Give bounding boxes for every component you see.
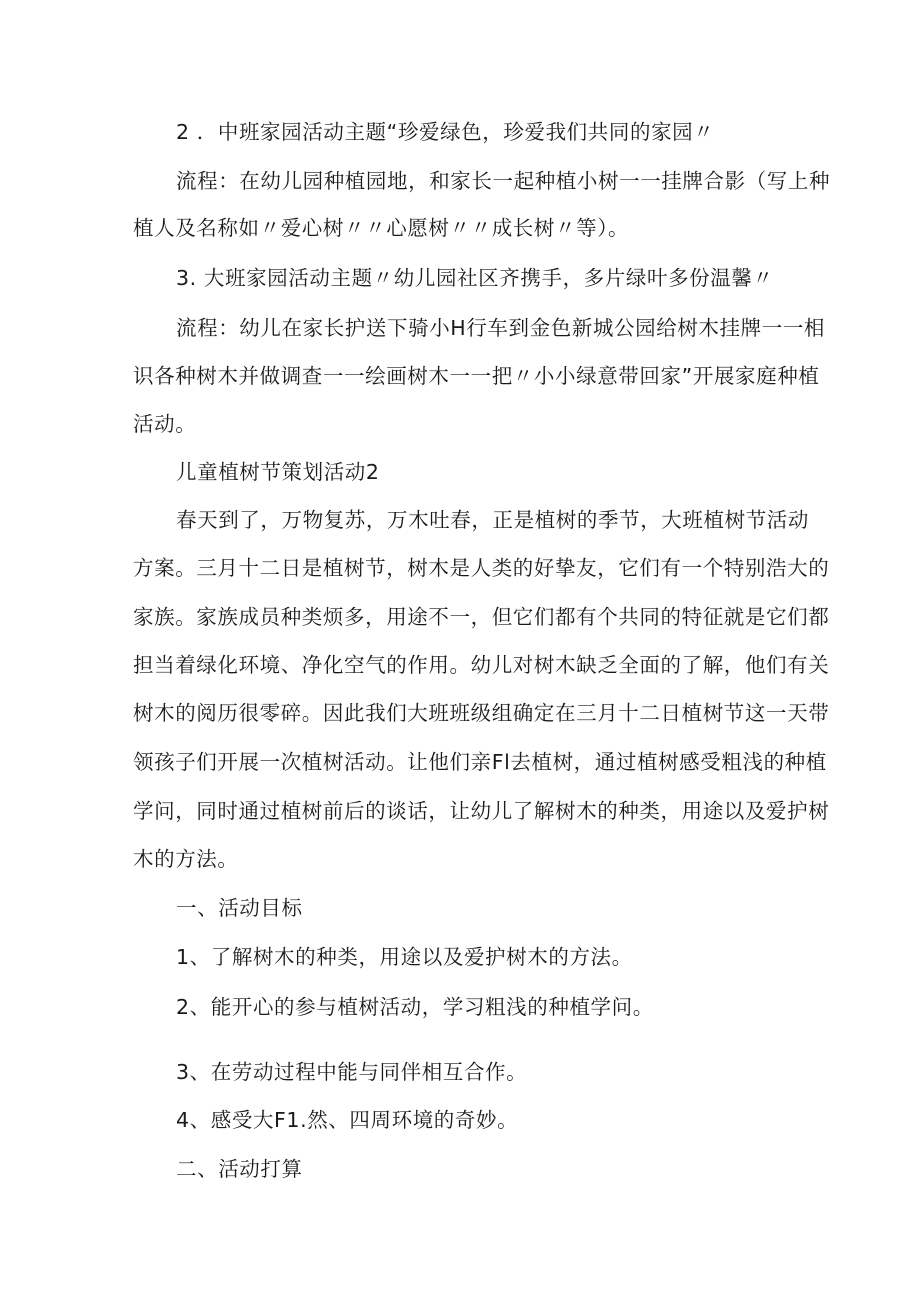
paragraph-line: 流程：幼儿在家长护送下骑小H行车到金色新城公园给树木挂牌一一相 [176, 316, 826, 340]
paragraph-line: 家族。家族成员种类烦多，用途不一，但它们都有个共同的特征就是它们都 [133, 605, 830, 629]
section-heading-plan: 二、活动打算 [176, 1157, 303, 1181]
paragraph-line: 活动。 [133, 412, 197, 436]
paragraph-line: 春天到了，万物复苏，万木吐春，正是植树的季节，大班植树节活动 [176, 508, 809, 532]
goal-item: 1、了解树木的种类，用途以及爱护树木的方法。 [176, 945, 633, 969]
paragraph-line: 学问，同时通过植树前后的谈话，让幼儿了解树木的种类，用途以及爱护树 [133, 799, 830, 823]
section-title: 儿童植树节策划活动2 [176, 460, 380, 484]
paragraph-line: 识各种树木并做调查一一绘画树木一一把〃小小绿意带回家”开展家庭种植 [133, 364, 820, 388]
section-heading-middle-class: 2 ．中班家园活动主题“珍爱绿色，珍爱我们共同的家园〃 [176, 120, 715, 144]
goal-item: 2、能开心的参与植树活动，学习粗浅的种植学问。 [176, 995, 654, 1019]
paragraph-line: 树木的阅历很零碎。因此我们大班班级组确定在三月十二日植树节这一天带 [133, 701, 830, 725]
goal-item: 4、感受大F1.然、四周环境的奇妙。 [176, 1108, 519, 1132]
section-heading-goals: 一、活动目标 [176, 896, 303, 920]
paragraph-line: 木的方法。 [133, 847, 239, 871]
paragraph-line: 领孩子们开展一次植树活动。让他们亲Fl去植树，通过植树感受粗浅的种植 [133, 750, 827, 774]
paragraph-line: 方案。三月十二日是植树节，树木是人类的好挚友，它们有一个特别浩大的 [133, 556, 830, 580]
paragraph-line: 植人及名称如〃爱心树〃〃心愿树〃〃成长树〃等）。 [133, 216, 630, 240]
paragraph-line: 流程：在幼儿园种植园地，和家长一起种植小树一一挂牌合影（写上种 [176, 169, 831, 193]
section-heading-senior-class: 3. 大班家园活动主题〃幼儿园社区齐携手，多片绿叶多份温馨〃 [176, 266, 774, 290]
goal-item: 3、在劳动过程中能与同伴相互合作。 [176, 1060, 528, 1084]
paragraph-line: 担当着绿化环境、净化空气的作用。幼儿对树木缺乏全面的了解，他们有关 [133, 653, 830, 677]
